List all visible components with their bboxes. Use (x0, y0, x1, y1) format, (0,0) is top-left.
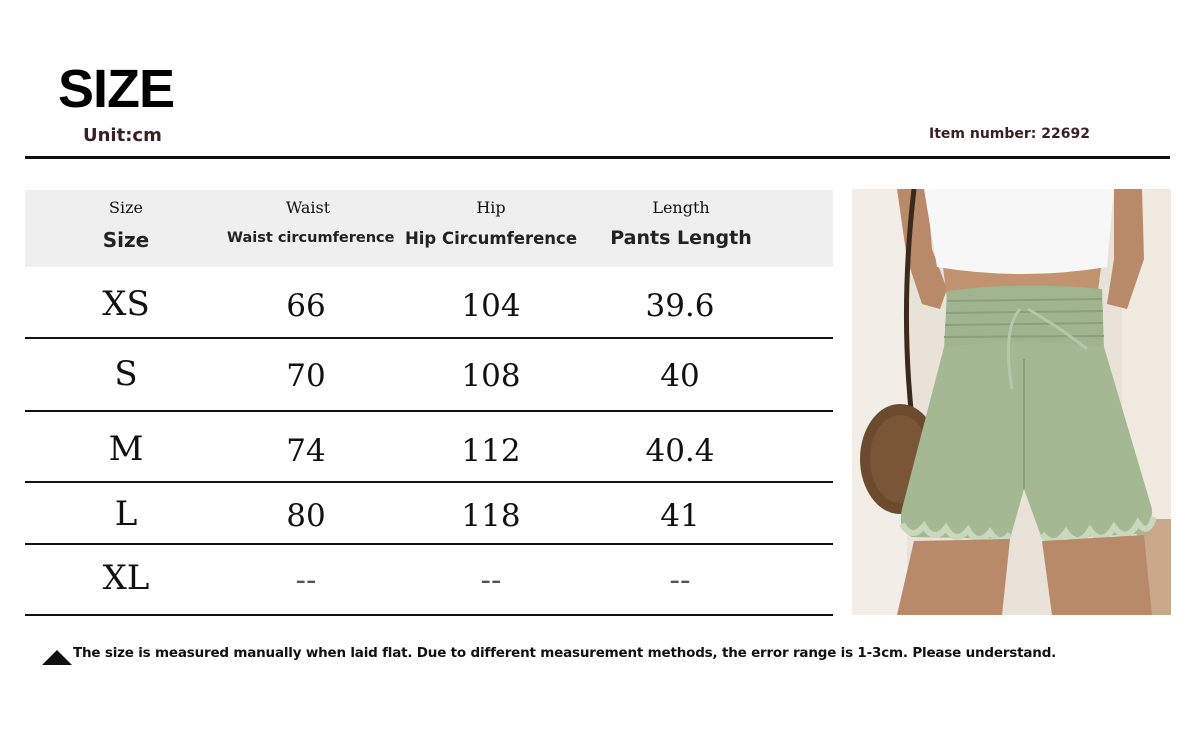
triangle-icon (42, 650, 72, 665)
table-row-l (25, 483, 833, 545)
header-label-hip: Hip (476, 198, 506, 217)
cell-waist: -- (295, 562, 317, 598)
header-sublabel-hip: Hip Circumference (404, 229, 578, 248)
header-cell-size (25, 190, 227, 267)
cell-waist: 80 (286, 498, 326, 534)
cell-length: 41 (660, 498, 700, 534)
header-label-size: Size (109, 198, 143, 217)
cell-hip: 104 (461, 288, 521, 324)
header-label-length: Length (652, 198, 710, 217)
header-cell-length (599, 190, 763, 267)
cell-hip: -- (480, 562, 502, 598)
cell-waist: 70 (286, 358, 326, 394)
product-photo (852, 189, 1171, 615)
cell-size: XS (102, 284, 150, 324)
header-cell-hip (403, 190, 579, 267)
cell-size: L (114, 494, 138, 534)
row-divider (25, 614, 833, 616)
cell-length: 40.4 (645, 433, 715, 469)
table-row-s (25, 339, 833, 412)
header-sublabel-size: Size (102, 228, 150, 252)
cell-size: XL (102, 558, 150, 598)
cell-length: 39.6 (645, 288, 715, 324)
unit-label: Unit:cm (83, 125, 162, 146)
cell-hip: 108 (461, 358, 521, 394)
divider (25, 156, 1170, 159)
cell-length: -- (669, 562, 691, 598)
header-sublabel-waist: Waist circumference (227, 230, 395, 246)
header-label-waist: Waist (285, 198, 331, 217)
size-table (25, 190, 833, 598)
item-number: Item number: 22692 (929, 126, 1090, 142)
header-sublabel-length: Pants Length (610, 227, 752, 249)
table-row-xs (25, 267, 833, 339)
cell-hip: 112 (461, 433, 521, 469)
cell-waist: 66 (286, 288, 326, 324)
header-cell-waist (227, 190, 395, 267)
table-header (25, 190, 833, 267)
page-title: SIZE (58, 59, 175, 119)
cell-hip: 118 (461, 498, 521, 534)
table-row-xl (25, 545, 833, 616)
cell-size: S (114, 354, 138, 394)
cell-length: 40 (660, 358, 700, 394)
cell-size: M (108, 429, 144, 469)
note-text: The size is measured manually when laid flat. Due to different measurement methods, the error range is 1-3cm. Please understand. (73, 645, 1057, 661)
table-row-m (25, 412, 833, 483)
cell-waist: 74 (286, 433, 326, 469)
